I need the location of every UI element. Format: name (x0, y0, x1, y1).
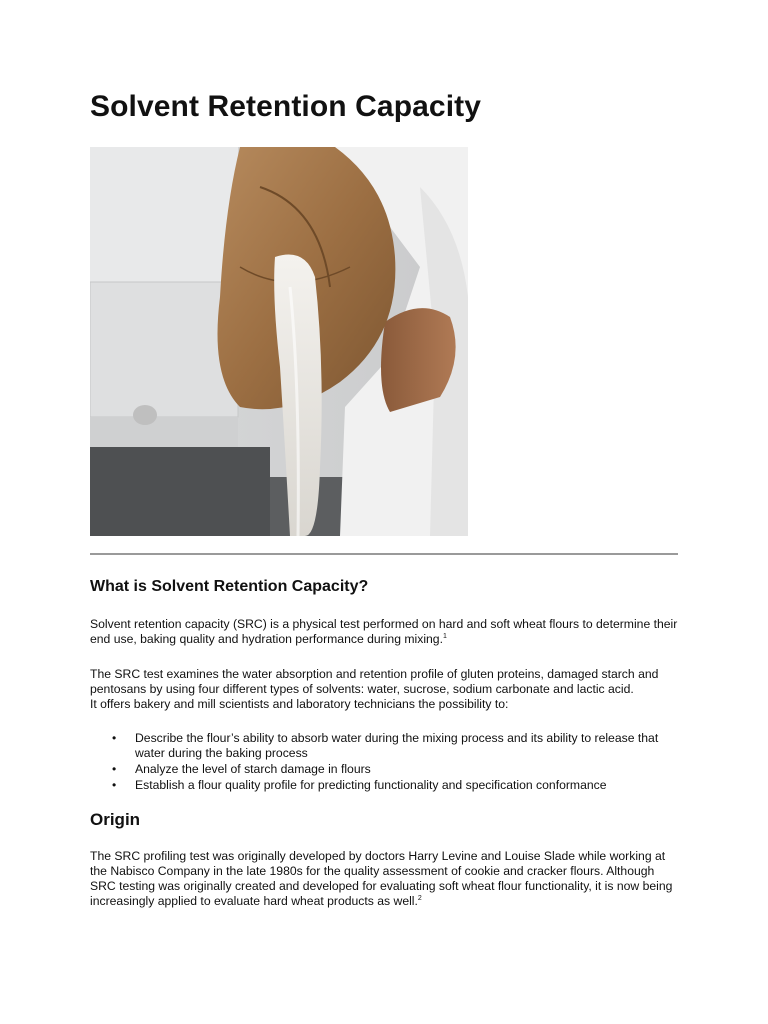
bullet-icon: • (112, 762, 117, 776)
capabilities-list (90, 731, 690, 794)
list-item-text: Describe the flour’s ability to absorb water during the mixing process and its ability to release that water during the baking process (135, 731, 659, 760)
list-item (90, 778, 690, 793)
bullet-icon: • (112, 778, 117, 792)
footnote-ref-2: 2 (417, 894, 422, 902)
page-title: Solvent Retention Capacity (90, 90, 482, 123)
horizontal-divider (90, 553, 678, 555)
origin-paragraph (90, 849, 680, 909)
list-item (90, 762, 690, 777)
src-test-paragraph (90, 667, 680, 712)
src-test-offers-text: It offers bakery and mill scientists and laboratory technicians the possibility to: (90, 697, 509, 711)
list-item-text: Establish a flour quality profile for predicting functionality and specification conformance (135, 778, 607, 792)
list-item-text: Analyze the level of starch damage in flours (135, 762, 371, 776)
src-test-text: The SRC test examines the water absorption and retention profile of gluten proteins, damaged starch and pentosans by using four different types of solvents: water, sucrose, sodium carbonate and lactic acid. (90, 667, 659, 696)
list-item (90, 731, 690, 761)
section-heading-what-is-src: What is Solvent Retention Capacity? (90, 578, 369, 595)
intro-paragraph (90, 617, 680, 647)
footnote-ref-1: 1 (442, 632, 447, 640)
section-heading-origin: Origin (90, 810, 141, 829)
flour-pouring-photo (90, 147, 468, 536)
intro-text: Solvent retention capacity (SRC) is a physical test performed on hard and soft wheat flours to determine their end use, baking quality and hydration performance during mixing. (90, 617, 678, 646)
origin-text: The SRC profiling test was originally developed by doctors Harry Levine and Louise Slade while working at the Nabisco Company in the late 1980s for the quality assessment of cookie and cracker flours. Although SRC testing was originally created and developed for evaluating soft wheat flour functionality, it is now being increasingly applied to evaluate hard wheat products as well. (90, 849, 673, 908)
bullet-icon: • (112, 731, 117, 745)
